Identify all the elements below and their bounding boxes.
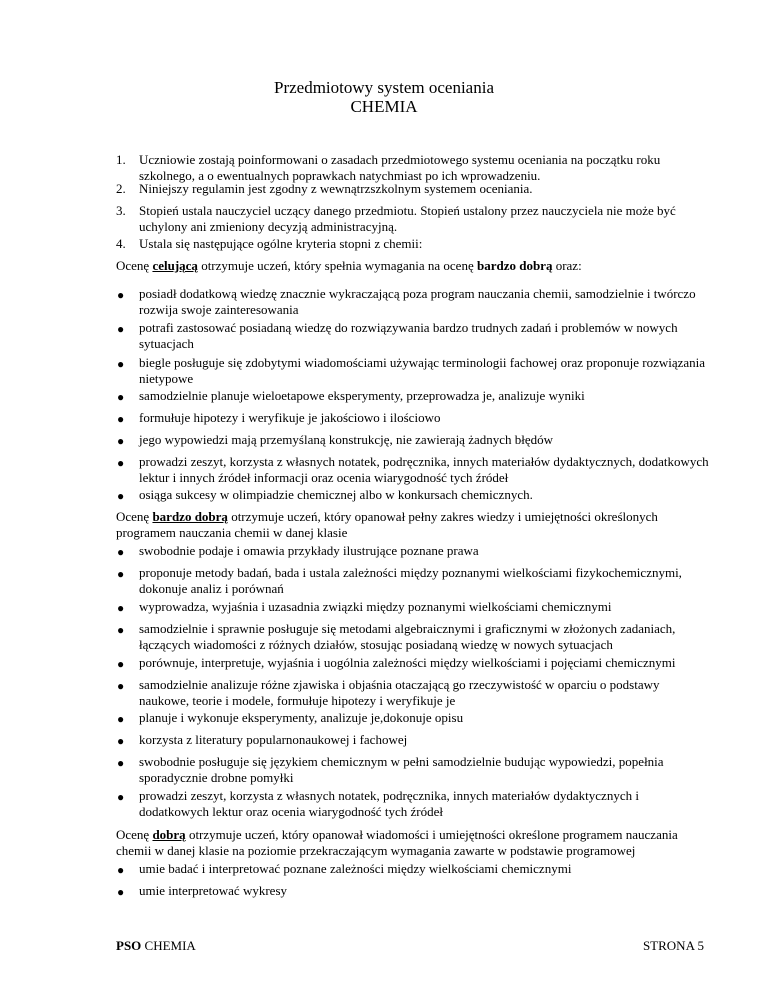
list-number: 4. [116,236,126,251]
list-item: swobodnie podaje i omawia przykłady ilustrujące poznane prawa [139,543,479,558]
bullet-icon: ● [117,412,125,426]
bullet-icon: ● [117,489,125,503]
bullet-icon: ● [117,601,125,615]
numbered-item: Stopień ustala nauczyciel uczący danego przedmiotu. Stopień ustalony przez nauczyciela nie może być uchylony ani zmieniony decyzją administracyjną. [139,203,676,234]
bullet-icon: ● [117,322,125,336]
list-item: jego wypowiedzi mają przemyślaną konstrukcję, nie zawierają żadnych błędów [139,432,554,447]
grade-intro-celujaca: Ocenę celującą otrzymuje uczeń, który spełnia wymagania na ocenę bardzo dobrą oraz: [116,258,582,273]
document-title: Przedmiotowy system oceniania [273,78,494,97]
grade-intro-dobra: Ocenę dobrą otrzymuje uczeń, który opanował wiadomości i umiejętności określone programem nauczania chemii w danej klasie na poziomie przekraczającym wymagania zawarte w podstawie programowej [116,827,678,858]
list-item: formułuje hipotezy i weryfikuje je jakościowo i ilościowo [139,410,441,425]
bullet-icon: ● [117,434,125,448]
list-number: 3. [116,203,126,218]
bullet-icon: ● [117,657,125,671]
bullet-icon: ● [117,756,125,770]
list-item: wyprowadza, wyjaśnia i uzasadnia związki między poznanymi wielkościami chemicznymi [139,599,612,614]
grade-reference: bardzo dobrą [476,258,553,273]
grade-intro-bardzo-dobra: Ocenę bardzo dobrą otrzymuje uczeń, który opanował pełny zakres wiedzy i umiejętności określonych programem nauczania chemii w danej klasie [116,509,658,540]
list-number: 1. [116,152,126,167]
list-item: samodzielnie i sprawnie posługuje się metodami algebraicznymi i graficznymi w złożonych zadaniach, łączących wiadomości z różnych działów, stosując posiadaną wiedzę w nowych sytuacjach [139,621,676,652]
bullet-icon: ● [117,734,125,748]
numbered-item: Ustala się następujące ogólne kryteria stopni z chemii: [139,236,423,251]
bullet-icon: ● [117,863,125,877]
list-item: porównuje, interpretuje, wyjaśnia i uogólnia zależności między wielkościami i pojęciami chemicznymi [139,655,676,670]
list-item: samodzielnie planuje wieloetapowe eksperymenty, przeprowadza je, analizuje wyniki [139,388,585,403]
numbered-item: Niniejszy regulamin jest zgodny z wewnątrzszkolnym systemem oceniania. [139,181,533,196]
list-item: osiąga sukcesy w olimpiadzie chemicznej albo w konkursach chemicznych. [139,487,533,502]
bullet-icon: ● [117,288,125,302]
list-item: potrafi zastosować posiadaną wiedzę do rozwiązywania bardzo trudnych zadań i problemów w nowych sytuacjach [139,320,678,351]
list-item: proponuje metody badań, bada i ustala zależności między poznanymi wielkościami fizykochemicznymi, dokonuje analiz i porównań [139,565,682,596]
list-item: prowadzi zeszyt, korzysta z własnych notatek, podręcznika, innych materiałów dydaktycznych i dodatkowych lektur oraz ocenia wiarygodność tych źródeł [139,788,639,819]
page-footer-left: PSO CHEMIA [116,938,196,953]
list-item: prowadzi zeszyt, korzysta z własnych notatek, podręcznika, innych materiałów dydaktycznych, dodatkowych lektur i innych źródeł informacji oraz ocenia wiarygodność tych źródeł [139,454,709,485]
bullet-icon: ● [117,712,125,726]
list-item: planuje i wykonuje eksperymenty, analizuje je,dokonuje opisu [139,710,464,725]
bullet-icon: ● [117,679,125,693]
bullet-icon: ● [117,456,125,470]
grade-name: celującą [152,258,198,273]
list-item: umie interpretować wykresy [139,883,288,898]
list-item: samodzielnie analizuje różne zjawiska i objaśnia otaczającą go rzeczywistość w oparciu o podstawy naukowe, teorie i modele, formułuje hipotezy i weryfikuje je [139,677,660,708]
list-number: 2. [116,181,126,196]
bullet-icon: ● [117,390,125,404]
bullet-icon: ● [117,357,125,371]
grade-name: bardzo dobrą [152,509,228,524]
list-item: posiadł dodatkową wiedzę znacznie wykraczającą poza program nauczania chemii, samodzielnie i twórczo rozwija swoje zainteresowania [139,286,696,317]
list-item: umie badać i interpretować poznane zależności między wielkościami chemicznymi [139,861,572,876]
list-item: swobodnie posługuje się językiem chemicznym w pełni samodzielnie budując wypowiedzi, popełnia sporadycznie drobne pomyłki [139,754,664,785]
bullet-icon: ● [117,545,125,559]
numbered-item: Uczniowie zostają poinformowani o zasadach przedmiotowego systemu oceniania na początku roku szkolnego, a o ewentualnych poprawkach natychmiast po ich wprowadzeniu. [139,152,661,183]
page-number: STRONA 5 [642,938,704,953]
bullet-icon: ● [117,790,125,804]
list-item: biegle posługuje się zdobytymi wiadomościami używając terminologii fachowej oraz proponuje rozwiązania nietypowe [139,355,706,386]
document-subject: CHEMIA [350,97,418,116]
list-item: korzysta z literatury popularnonaukowej i fachowej [139,732,408,747]
bullet-icon: ● [117,623,125,637]
bullet-icon: ● [117,885,125,899]
grade-name: dobrą [152,827,186,842]
bullet-icon: ● [117,567,125,581]
